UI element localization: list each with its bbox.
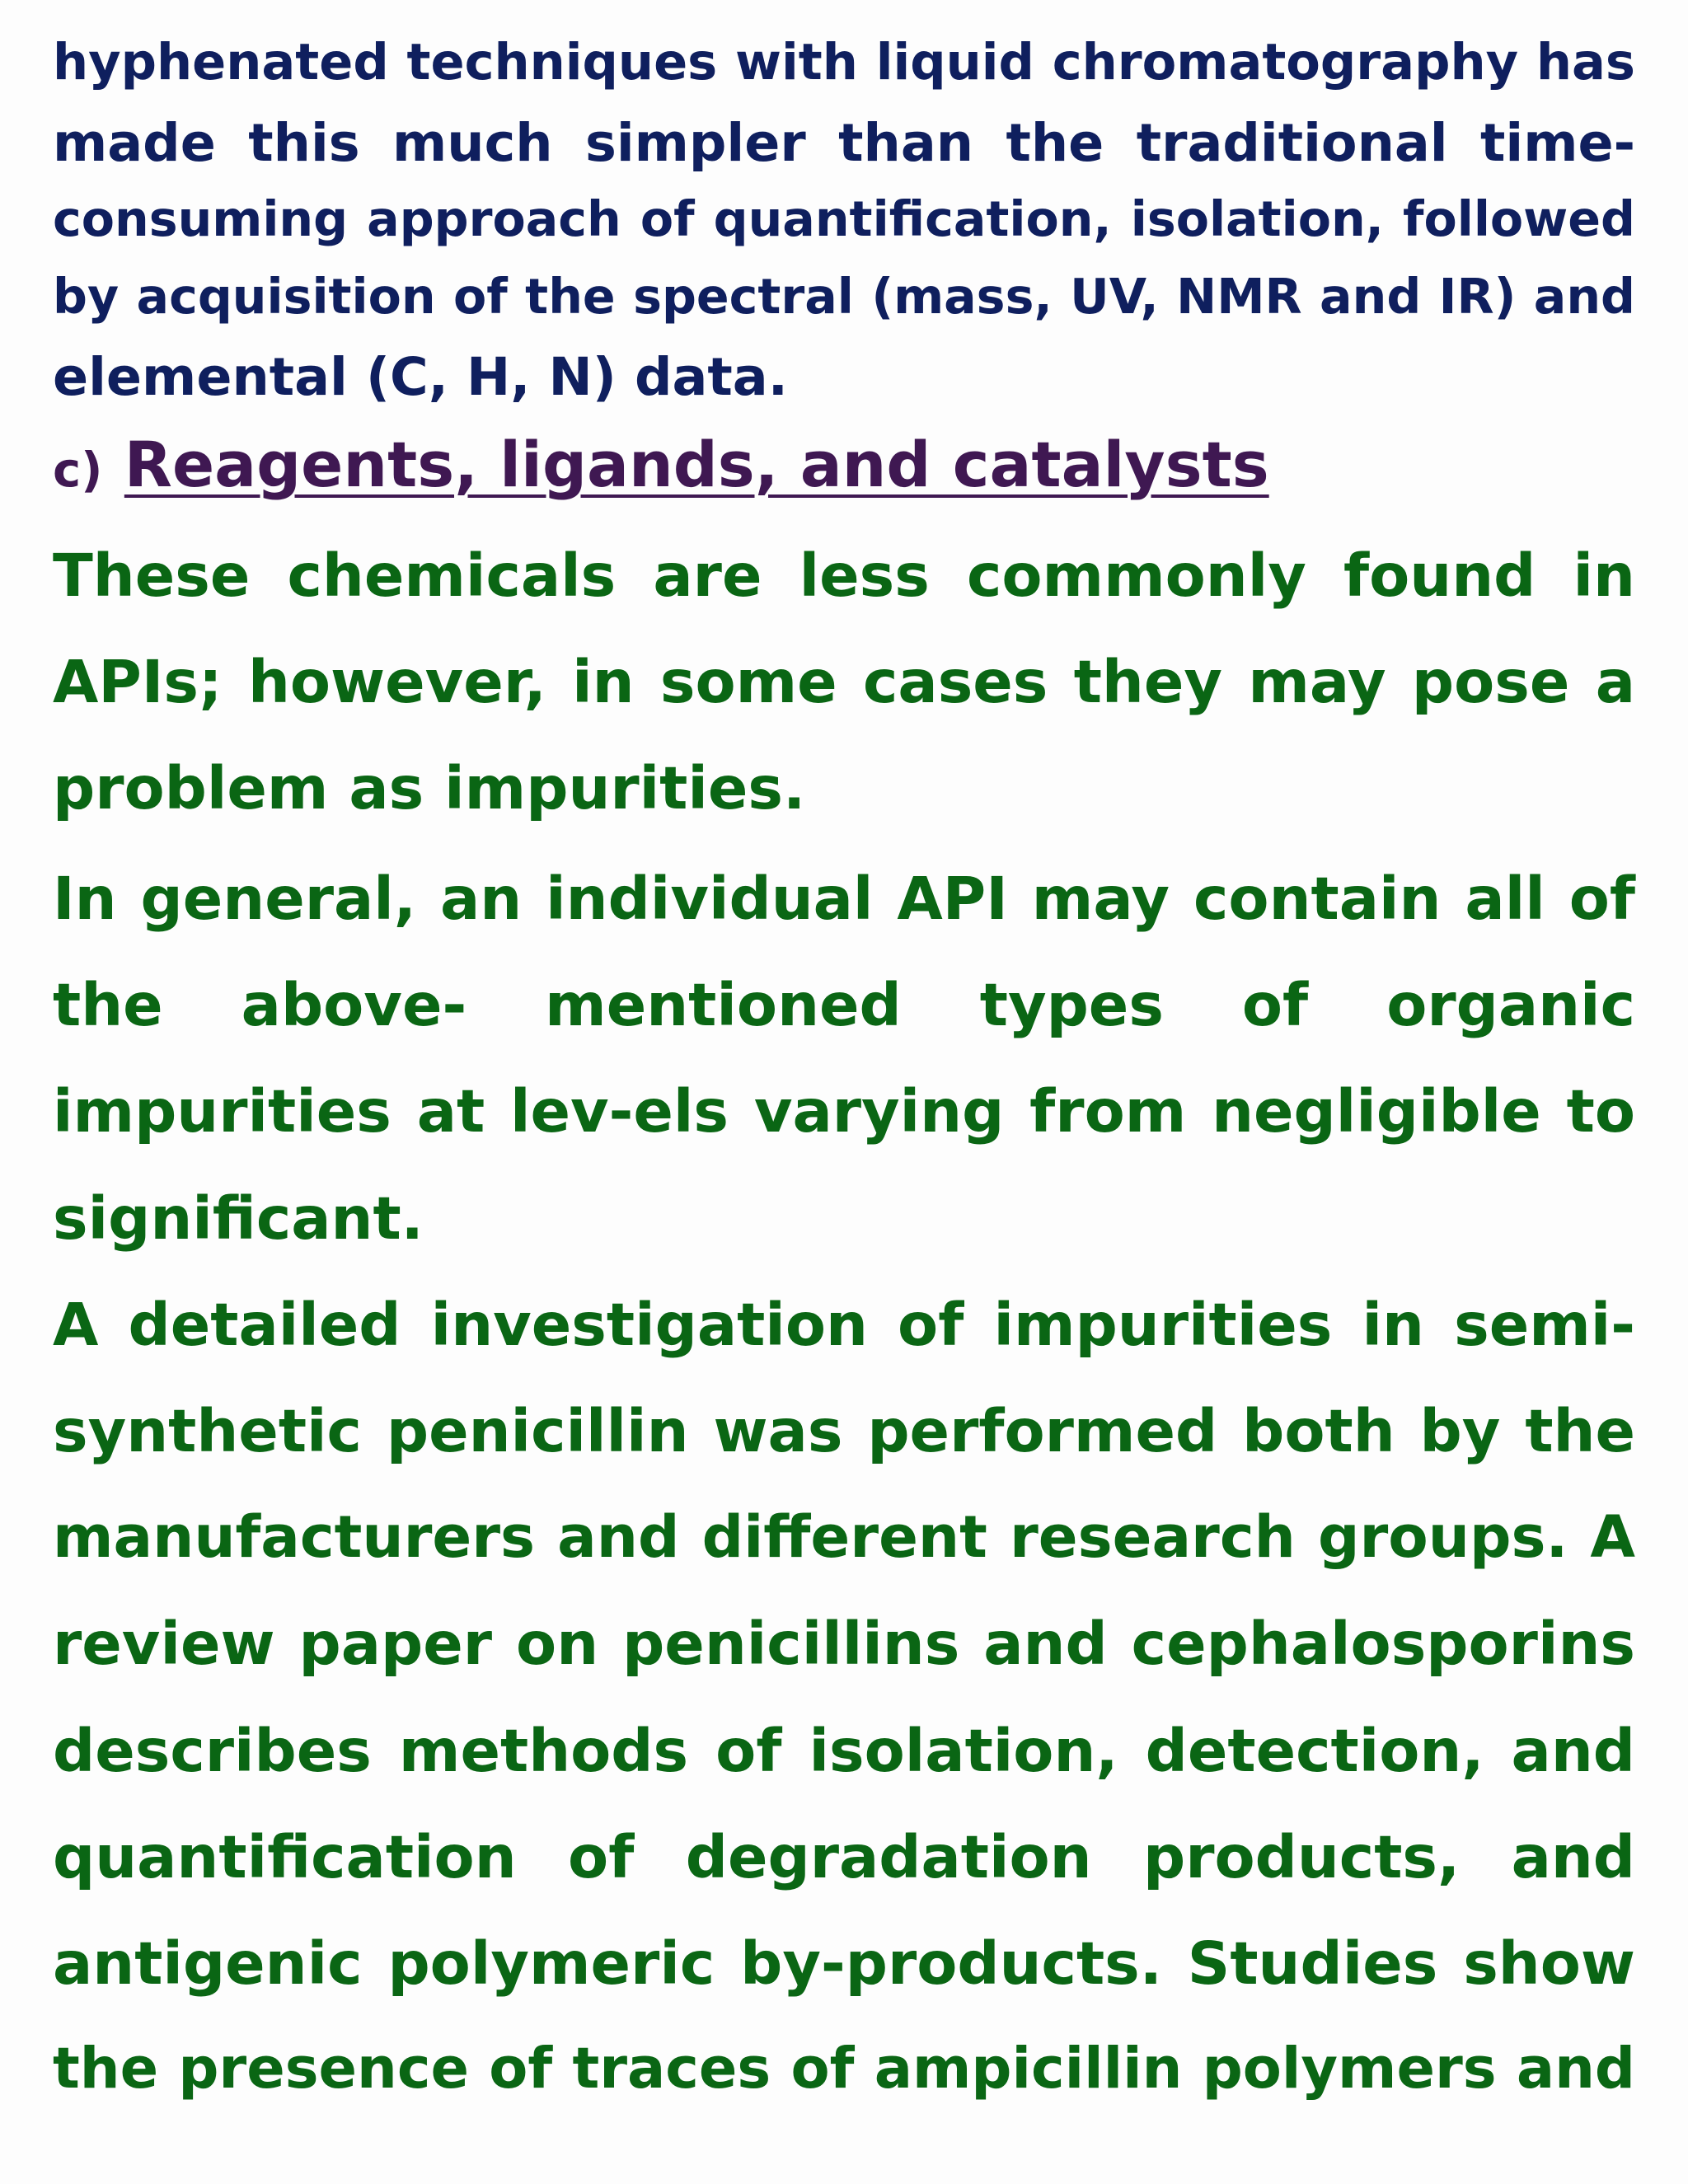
paragraph-2-line-3: impurities at lev-els varying from negligible to [53, 1077, 1635, 1146]
paragraph-2-line-4: significant. [53, 1183, 424, 1253]
paragraph-3-line-4: review paper on penicillins and cephalosporins [53, 1610, 1635, 1679]
paragraph-3-line-2: synthetic penicillin was performed both by the [53, 1396, 1635, 1465]
paragraph-3-line-3: manufacturers and different research groups. A [53, 1503, 1635, 1572]
intro-line-4: by acquisition of the spectral (mass, UV, NMR and IR) and [53, 269, 1635, 326]
paragraph-3-line-6: quantification of degradation products, and [53, 1822, 1635, 1891]
paragraph-2-line-2: the above- mentioned types of organic [53, 971, 1635, 1040]
paragraph-1-line-2: APIs; however, in some cases they may pose a [53, 647, 1635, 716]
intro-line-5: elemental (C, H, N) data. [53, 345, 788, 407]
intro-line-3: consuming approach of quantification, isolation, followed [53, 190, 1635, 247]
section-heading [53, 428, 1635, 501]
paragraph-3-line-8: the presence of traces of ampicillin polymers and [53, 2036, 1635, 2102]
paragraph-3-line-1: A detailed investigation of impurities in semi- [53, 1290, 1635, 1359]
paragraph-1-line-1: These chemicals are less commonly found in [53, 541, 1635, 610]
intro-line-2: made this much simpler than the traditional time- [53, 112, 1635, 174]
section-heading-title: Reagents, ligands, and catalysts [124, 428, 1269, 501]
paragraph-2-line-1: In general, an individual API may contain all of [53, 865, 1635, 934]
paragraph-3-line-5: describes methods of isolation, detection, and [53, 1716, 1635, 1785]
paragraph-1-line-3: problem as impurities. [53, 753, 806, 823]
section-heading-prefix: c) [53, 442, 103, 498]
intro-line-1: hyphenated techniques with liquid chromatography has [53, 34, 1635, 92]
paragraph-3-line-7: antigenic polymeric by-products. Studies show [53, 1929, 1635, 1998]
